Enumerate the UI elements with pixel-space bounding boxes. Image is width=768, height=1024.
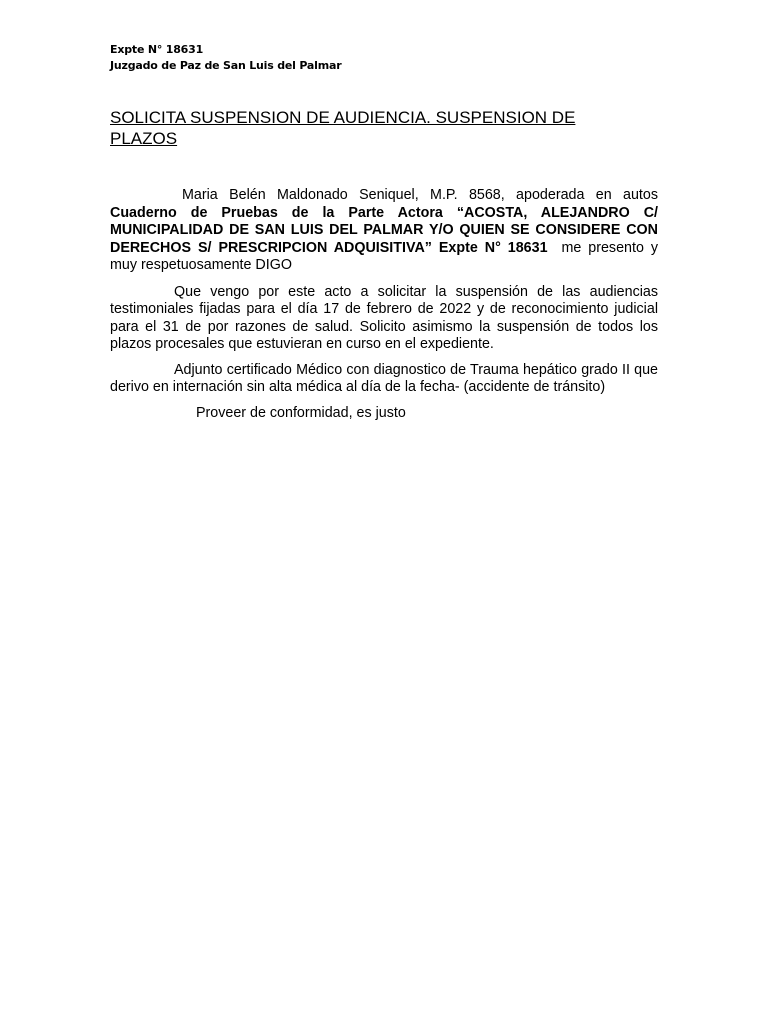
title-line-2: PLAZOS: [110, 129, 178, 148]
expediente-number: Expte N° 18631: [110, 43, 204, 56]
closing-line: Proveer de conformidad, es justo: [196, 404, 406, 421]
case-caption: Cuaderno de Pruebas de la Parte Actora “ACOSTA, ALEJANDRO C/ MUNICIPALIDAD DE SAN LUIS DEL PALMAR Y/O QUIEN SE CONSIDERE CON DERECHOS S/ PRESCRIPCION ADQUISITIVA” Expte N° 18631: [110, 204, 658, 256]
document-body: [110, 187, 662, 422]
document-title: [110, 107, 630, 149]
title-line-1: SOLICITA SUSPENSION DE AUDIENCIA. SUSPENSION DE: [110, 108, 576, 127]
court-name: Juzgado de Paz de San Luis del Palmar: [110, 59, 342, 72]
presentation-outro: me presento y muy respetuosamente DIGO: [110, 239, 662, 273]
paragraph-presentation: [110, 187, 662, 275]
document-header: [110, 42, 341, 74]
presentation-intro: Maria Belén Maldonado Seniquel, M.P. 8568, apoderada en autos: [182, 187, 658, 203]
paragraph-request: Que vengo por este acto a solicitar la suspensión de las audiencias testimoniales fijadas para el día 17 de febrero de 2022 y de reconocimiento judicial para el 31 de por razones de salud. Solicito asimismo la suspensión de todos los plazos procesales que estuvieran en curso en el expediente.: [110, 283, 658, 352]
paragraph-medical-certificate: Adjunto certificado Médico con diagnostico de Trauma hepático grado II que derivo en internación sin alta médica al día de la fecha- (accidente de tránsito): [110, 361, 658, 395]
